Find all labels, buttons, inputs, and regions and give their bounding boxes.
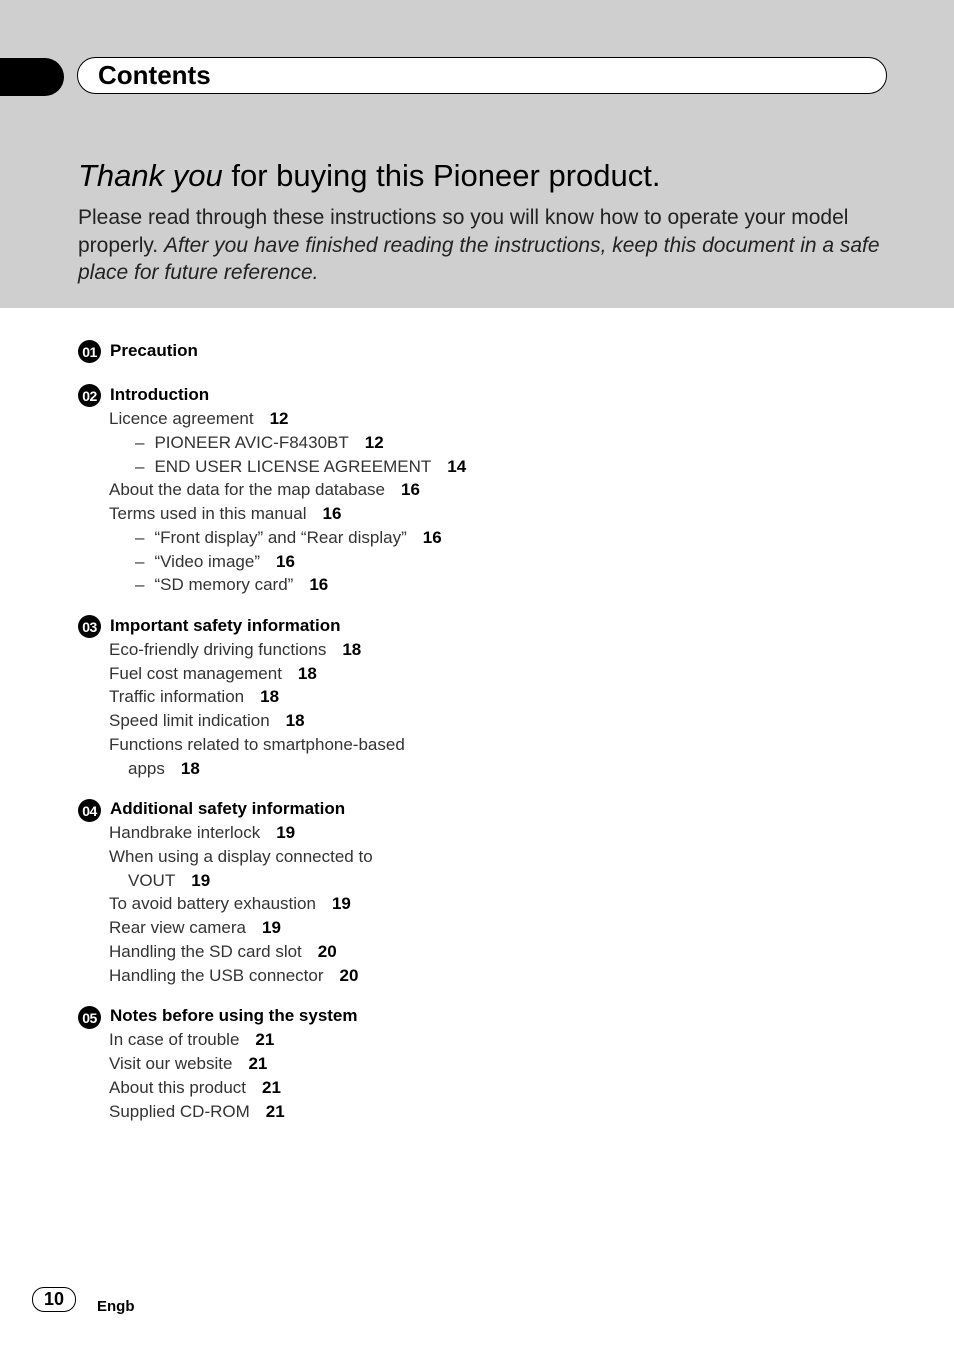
section-title[interactable]: Important safety information xyxy=(110,616,341,635)
toc-entry-label: To avoid battery exhaustion xyxy=(109,894,316,913)
toc-page-number: 16 xyxy=(322,504,342,523)
toc-entry[interactable] xyxy=(109,894,351,914)
toc-entry[interactable] xyxy=(109,966,358,986)
toc-page-number: 18 xyxy=(180,759,200,778)
page-number: 10 xyxy=(32,1287,76,1312)
toc-entry-continuation[interactable] xyxy=(128,871,210,891)
section-number-badge: 03 xyxy=(78,615,101,638)
toc-entry-label: Handbrake interlock xyxy=(109,823,261,842)
toc-entry-label: Terms used in this manual xyxy=(109,504,307,523)
toc-entry-label: In case of trouble xyxy=(109,1030,240,1049)
toc-page-number: 18 xyxy=(297,664,317,683)
toc-entry[interactable] xyxy=(109,480,420,500)
toc-entry-label: About this product xyxy=(109,1078,247,1097)
toc-entry[interactable] xyxy=(109,1030,274,1050)
toc-subentry[interactable] xyxy=(135,575,328,595)
intro-italic: After you have finished reading the instructions, keep this document in a safe place for future reference. xyxy=(78,233,880,284)
toc-entry[interactable] xyxy=(109,1102,285,1122)
toc-entry-label: PIONEER AVIC-F8430BT xyxy=(154,433,349,452)
toc-page-number: 14 xyxy=(447,457,467,476)
toc-subentry[interactable] xyxy=(135,433,384,453)
contents-heading-box xyxy=(77,57,887,94)
toc-page-number: 21 xyxy=(265,1102,285,1121)
toc-entry-label: Licence agreement xyxy=(109,409,254,428)
section-number-badge: 04 xyxy=(78,799,101,822)
toc-page-number: 16 xyxy=(276,552,295,571)
toc-entry-label: Speed limit indication xyxy=(109,711,270,730)
chapter-tab xyxy=(0,58,64,96)
toc-entry-label: When using a display connected to xyxy=(109,847,373,866)
toc-subentry[interactable] xyxy=(135,552,295,572)
toc-subentry[interactable] xyxy=(135,528,442,548)
toc-entry-label: apps xyxy=(128,759,165,778)
toc-entry[interactable] xyxy=(109,687,279,707)
toc-entry[interactable] xyxy=(109,942,337,962)
intro-plain: Please read through these instructions so you will know how to operate your model properly. xyxy=(78,206,849,257)
toc-entry-label: About the data for the map database xyxy=(109,480,385,499)
dash-bullet: – xyxy=(135,575,145,594)
section-title[interactable]: Notes before using the system xyxy=(110,1006,358,1025)
toc-entry-label: “Front display” and “Rear display” xyxy=(154,528,407,547)
toc-entry[interactable] xyxy=(109,847,373,867)
toc-entry[interactable] xyxy=(109,735,405,755)
toc-entry-label: Rear view camera xyxy=(109,918,246,937)
section-number-badge: 02 xyxy=(78,384,101,407)
toc-entry-label: Handling the USB connector xyxy=(109,966,324,985)
toc-entry[interactable] xyxy=(109,711,305,731)
toc-entry[interactable] xyxy=(109,918,281,938)
toc-page-number: 19 xyxy=(331,894,351,913)
dash-bullet: – xyxy=(135,433,145,452)
toc-page-number: 18 xyxy=(285,711,305,730)
toc-entry-label: Traffic information xyxy=(109,687,245,706)
toc-page-number: 18 xyxy=(260,687,280,706)
toc-entry[interactable] xyxy=(109,504,341,524)
section-title[interactable]: Introduction xyxy=(110,385,210,404)
contents-title: Contents xyxy=(98,60,211,90)
toc-page-number: 20 xyxy=(317,942,337,961)
toc-page-number: 19 xyxy=(191,871,211,890)
toc-entry-label: Visit our website xyxy=(109,1054,233,1073)
toc-page-number: 12 xyxy=(269,409,289,428)
toc-entry-label: Supplied CD-ROM xyxy=(109,1102,250,1121)
toc-entry-label: Handling the SD card slot xyxy=(109,942,302,961)
toc-page-number: 16 xyxy=(422,528,442,547)
thank-you-rest: for buying this Pioneer product. xyxy=(222,158,661,193)
toc-page-number: 21 xyxy=(262,1078,281,1097)
toc-entry[interactable] xyxy=(109,1078,281,1098)
toc-entry-label: Functions related to smartphone-based xyxy=(109,735,405,754)
toc-entry-label: Eco-friendly driving functions xyxy=(109,640,327,659)
thank-you-heading xyxy=(78,158,660,194)
toc-page-number: 12 xyxy=(364,433,384,452)
toc-entry-label: VOUT xyxy=(128,871,176,890)
dash-bullet: – xyxy=(135,457,145,476)
toc-entry-label: END USER LICENSE AGREEMENT xyxy=(154,457,432,476)
toc-page-number: 21 xyxy=(248,1054,268,1073)
toc-entry-label: Fuel cost management xyxy=(109,664,282,683)
section-title[interactable]: Additional safety information xyxy=(110,799,346,818)
toc-page-number: 21 xyxy=(255,1030,275,1049)
section-number-badge: 01 xyxy=(78,340,101,363)
toc-page-number: 19 xyxy=(262,918,281,937)
toc-entry-continuation[interactable] xyxy=(128,759,200,779)
toc-entry[interactable] xyxy=(109,1054,267,1074)
toc-entry-label: “Video image” xyxy=(154,552,260,571)
section-number-badge: 05 xyxy=(78,1006,101,1029)
dash-bullet: – xyxy=(135,552,145,571)
section-title[interactable]: Precaution xyxy=(110,341,198,360)
language-code: Engb xyxy=(97,1298,135,1315)
intro-paragraph xyxy=(78,204,898,287)
toc-page-number: 18 xyxy=(342,640,362,659)
toc-page-number: 16 xyxy=(400,480,420,499)
toc-page-number: 19 xyxy=(276,823,296,842)
toc-entry[interactable] xyxy=(109,640,361,660)
toc-entry[interactable] xyxy=(109,823,295,843)
thank-you-italic: Thank you xyxy=(78,158,223,193)
toc-entry-label: “SD memory card” xyxy=(154,575,294,594)
dash-bullet: – xyxy=(135,528,145,547)
toc-page-number: 20 xyxy=(339,966,359,985)
toc-page-number: 16 xyxy=(309,575,329,594)
toc-subentry[interactable] xyxy=(135,457,466,477)
toc-entry[interactable] xyxy=(109,664,317,684)
toc-entry[interactable] xyxy=(109,409,289,429)
